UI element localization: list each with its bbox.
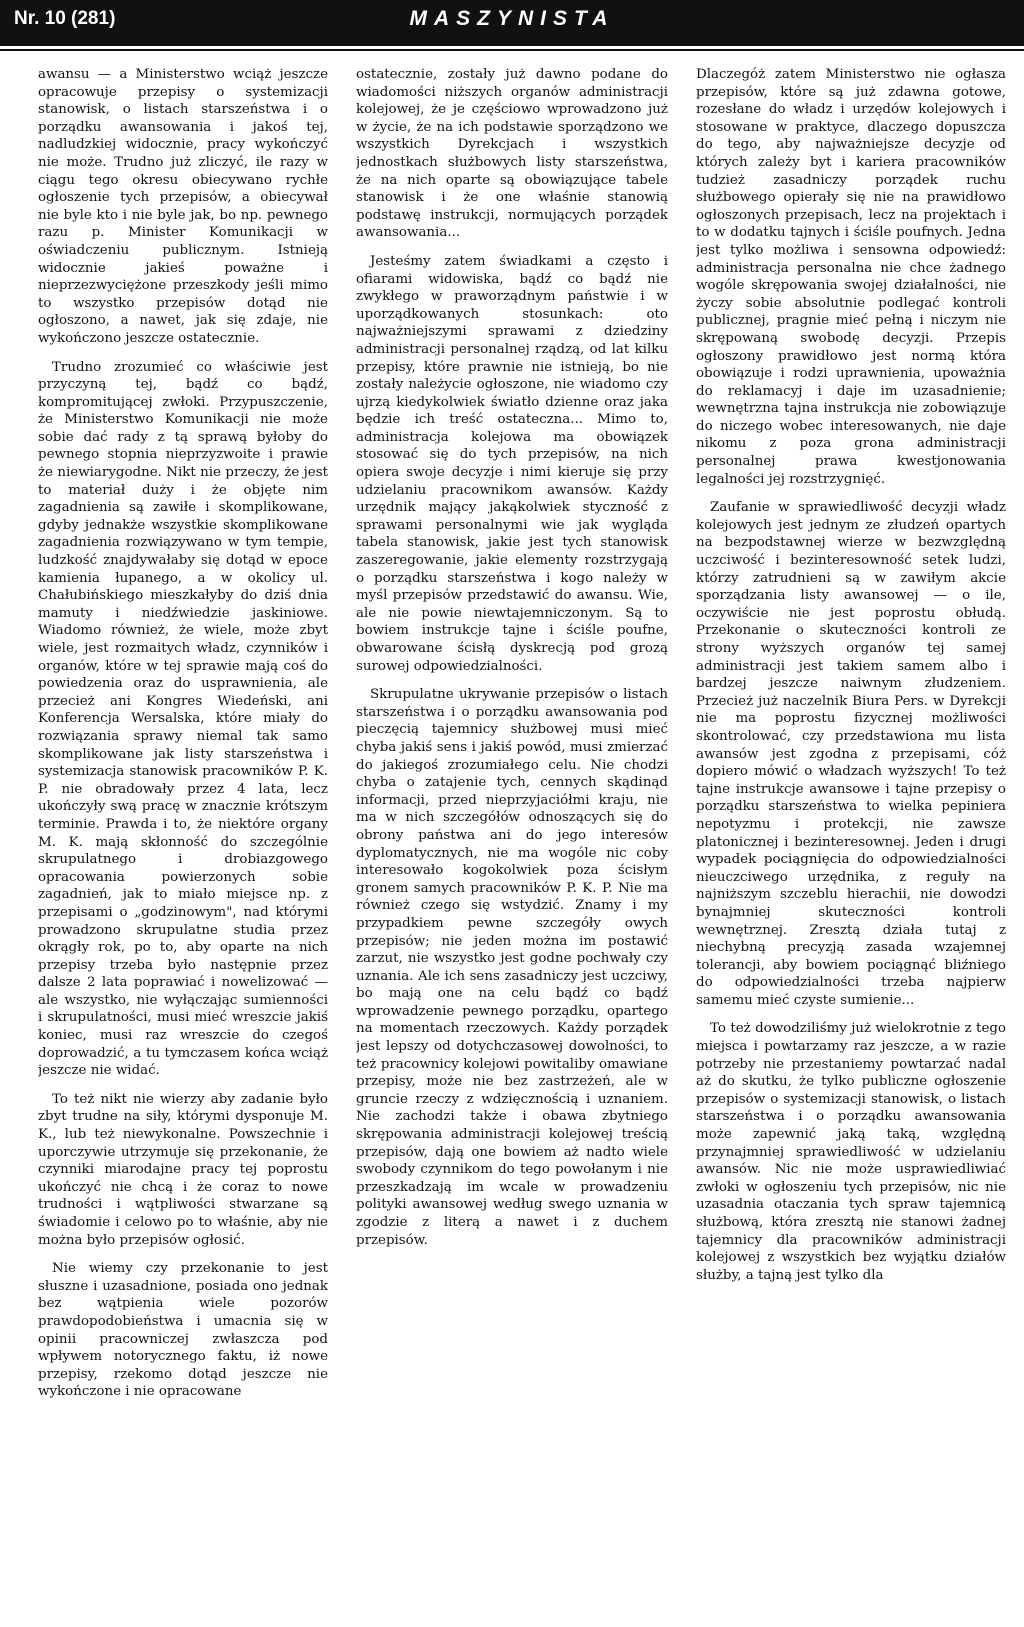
paragraph: Dlaczegóż zatem Ministerstwo nie ogłasza przepisów, które są już zdawna gotowe, rozesłane do władz i urzędów kolejowych i stosowane w praktyce, dlaczego dopuszcza do tego, aby najważniejsze decyzje od których zależy byt i kariera pracowników tudzież zasadniczy porządek ruchu służbowego opierały się nie na prawidłowo ogłoszonych przepisach, lecz na projektach i to w dodatku tajnych i ściśle poufnych. Jedna jest tylko możliwa i sensowna odpowiedź: administracja personalna nie chce żadnego wogóle skrępowania swojej działalności, nie życzy sobie absolutnie podlegać kontroli publicznej, pragnie mieć pełną i niczym nie skrępowaną swobodę decyzji. Przepis ogłoszony prawidłowo jest normą która obowiązuje i rodzi uprawnienia, upoważnia do reklamacyj i daje im uzasadnienie; wewnętrzna tajna instrukcja nie zobowiązuje do niczego wobec interesowanych, nie daje nikomu z poza grona administracji personalnej prawa kwestjonowania legalności jej rozstrzygnięć. xyxy=(696,67,1006,487)
paragraph: Trudno zrozumieć co właściwie jest przyczyną tej, bądź co bądź, kompromitującej zwłoki. Przypuszczenie, że Ministerstwo Komunikacji nie może sobie dać rady z tą sprawą byłoby do pewnego stopnia nieprzyzwoite i prawie że niewiarygodne. Nikt nie przeczy, że jest to materiał duży i że objęte nim zagadnienia są zawiłe i skomplikowane, gdyby jednakże wszystkie skomplikowane zagadnienia rozwiązywano w tym tempie, ludzkość znajdywałaby się dotąd w epoce kamienia łupanego, a w okolicy ul. Chałubińskiego mieszkałyby do dziś dnia mamuty i niedźwiedzie jaskiniowe. Wiadomo również, że wiele, może zbyt wiele, jest rozmaitych władz, czynników i organów, które w tej sprawie mają coś do powiedzenia oraz do usprawnienia, ale przecież ani Kongres Wiedeński, ani Konferencja Wersalska, które miały do rozwiązania sprawy niemal tak samo skomplikowane jak listy starszeństwa i systemizacja stanowisk pracowników P. K. P. nie obradowały przez 4 lata, lecz ukończyły swą pracę w znacznie krótszym terminie. Prawda i to, że niektóre organy M. K. mają skłonność do szczególnie skrupulatnego i drobiazgowego opracowania powierzonych sobie zagadnień, jak to miało miejsce np. z przepisami o „godzinowym", nad którymi prowadzono skrupulatne studia przez okrągły rok, po to, aby oparte na nich przepisy trzeba było następnie przez dalsze 2 lata poprawiać i nowelizować — ale wszystko, nie wyłączając sumienności i skrupulatności, musi mieć wreszcie jakiś koniec, musi raz wreszcie do czegoś doprowadzić, a tu tymczasem końca wciąż jeszcze nie widać. xyxy=(38,359,328,1079)
masthead-title: MASZYNISTA xyxy=(409,7,615,30)
paragraph: awansu — a Ministerstwo wciąż jeszcze opracowuje przepisy o systemizacji stanowisk, o listach starszeństwa i o porządku awansowania i jakoś tej, nadludzkiej widocznie, pracy wykończyć nie może. Trudno już zliczyć, ile razy w ciągu tego okresu obiecywano rychłe ogłoszenie tych przepisów, a obiecywał nie byle kto i nie byle jak, bo np. pewnego razu p. Minister Komunikacji w oświadczeniu publicznym. Istnieją widocznie jakieś poważne i nieprzezwyciężone przeszkody jeśli mimo to wszystko przepisów dotąd nie ogłoszono, a nawet, jak się zdaje, nie wykończono jeszcze ostatecznie. xyxy=(38,67,328,346)
paragraph: ostatecznie, zostały już dawno podane do wiadomości niższych organów administracji kolejowej, że je częściowo wprowadzono już w życie, że na ich podstawie sporządzono we wszystkich Dyrekcjach i wszystkich jednostkach służbowych listy starszeństwa, że na nich oparte są obowiązujące tabele stanowisk i że one właśnie stanowią podstawę instrukcji, normujących porządek awansowania... xyxy=(356,67,668,241)
paragraph: Zaufanie w sprawiedliwość decyzji władz kolejowych jest jednym ze złudzeń opartych na bezpodstawnej wierze w bezwzględną uczciwość i bezinteresowność setek ludzi, którzy zatrudnieni są w zawiłym akcie sporządzania listy awansowej — o ile, oczywiście nie jest poprostu obłudą. Przekonanie o skuteczności kontroli ze strony wyższych organów tej samej administracji jest takiem samem albo i bardzej jeszcze naiwnym złudzeniem. Przecież już naczelnik Biura Pers. w Dyrekcji nie ma poprostu fizycznej możliwości skontrolować, czy przedstawiona mu lista awansów jest zgodna z przepisami, cóż dopiero mówić o władzach wyższych! To też tajne instrukcje awansowe i tajne przepisy o porządku starszeństwa to wielka pepiniera nepotyzmu i protekcji, nie zawsze platonicznej i bezinteresownej. Jeden i drugi wypadek pociągnięcia do odpowiedzialności nieuczciwego urzędnika, z reguły na najniższym szczeblu hierachii, nie dowodzi bynajmniej skuteczności kontroli wewnętrznej. Zresztą działa tutaj z niechybną precyzją zasada wzajemnej tolerancji, aby bowiem pociągnąć bliźniego do odpowiedzialności trzeba najpierw samemu mieć czyste sumienie... xyxy=(696,500,1006,1008)
column-2 xyxy=(356,66,668,1622)
paragraph: Skrupulatne ukrywanie przepisów o listach starszeństwa i o porządku awansowania pod pieczęcią tajemnicy służbowej musi mieć chyba jakiś sens i jakiś powód, musi zmierzać do jakiegoś zrozumiałego celu. Nie chodzi chyba o zatajenie tych, cennych skądinąd informacji, przed nieprzyjaciółmi kraju, nie ma w nich szczegółów odnoszących się do obrony państwa ani do jego interesów dyplomatycznych, nie ma wogóle nic coby interesowało kogokolwiek poza ścisłym gronem samych pracowników P. K. P. Nie ma również czego się wstydzić. Znamy i my przypadkiem pewne szczegóły owych przepisów; nie jeden można im postawić zarzut, nie wszystko jest godne pochwały czy uznania. Ale ich sens zasadniczy jest uczciwy, bo mają one na celu bądź co bądź wprowadzenie pewnego porządku, opartego na momentach rzeczowych. Każdy porządek jest lepszy od dotychczasowej dowolności, to też pracownicy kolejowi powitaliby omawiane przepisy, może nie bez zastrzeżeń, ale w gruncie rzeczy z wdzięcznością i uznaniem. Nie zachodzi także i obawa zbytniego skrępowania administracji kolejowej treścią przepisów, dają one bowiem aż nadto wiele swobody czynnikom do tego powołanym i nie przeszkadzają im wcale w prowadzeniu polityki awansowej według swego uznania w zgodzie z literą a nawet i z duchem przepisów. xyxy=(356,687,668,1248)
paragraph: To też nikt nie wierzy aby zadanie było zbyt trudne na siły, którymi dysponuje M. K., lub też niewykonalne. Powszechnie i uporczywie utrzymuje się przekonanie, że czynniki miarodajne pracy tej poprostu ukończyć nie chcą i że coraz to nowe trudności i wątpliwości stwarzane są świadomie i celowo po to właśnie, aby nie można było przepisów ogłosić. xyxy=(38,1091,328,1248)
column-1 xyxy=(38,66,328,1622)
paragraph: Nie wiemy czy przekonanie to jest słuszne i uzasadnione, posiada ono jednak bez wątpienia wiele pozorów prawdopodobieństwa i umacnia się w opinii pracowniczej zwłaszcza pod wpływem notorycznego faktu, iż nowe przepisy, rzekomo dotąd jeszcze nie wykończone i nie opracowane xyxy=(38,1261,328,1400)
paragraph: To też dowodziliśmy już wielokrotnie z tego miejsca i powtarzamy raz jeszcze, a w razie potrzeby nie przestaniemy powtarzać nadal aż do skutku, że tylko publiczne ogłoszenie przepisów o systemizacji stanowisk, o listach starszeństwa i o porządku awansowania może zapewnić jaką taką, względną przynajmniej sprawiedliwość w udzielaniu awansów. Nic nie może usprawiedliwiać zwłoki w ogłoszeniu tych przepisów, nic nie uzasadnia otaczania tych spraw tajemnicą służbową, która zresztą nie stanowi żadnej tajemnicy dla pracowników administracji kolejowej z wszystkich bez wyjątku działów służby, a tajną jest tylko dla xyxy=(696,1021,1006,1283)
column-3 xyxy=(696,66,1006,1622)
page-header xyxy=(0,0,1024,40)
issue-number: Nr. 10 (281) xyxy=(14,8,116,29)
header-rule-thin xyxy=(0,49,1024,51)
paragraph: Jesteśmy zatem świadkami a często i ofiarami widowiska, bądź co bądź nie zwykłego w praworządnym państwie i w uporządkowanych stosunkach: oto najważniejszymi sprawami z dziedziny administracji personalnej rządzą, od lat kilku przepisy, które prawnie nie istnieją, bo nie zostały należycie ogłoszone, nie wiadomo czy ujrzą kiedykolwiek światło dzienne oraz jaka będzie ich treść ostateczna... Mimo to, administracja kolejowa ma obowiązek stosować się do tych przepisów, na nich opiera swoje decyzje i nimi kieruje się przy udzielaniu pracownikom awansów. Każdy urzędnik mający jakąkolwiek styczność z sprawami personalnymi wie jak wygląda tabela stanowisk, jakie jest tych stanowisk zaszeregowanie, jakie elementy rozstrzygają o porządku starszeństwa i kogo należy w myśl przepisów przedstawić do awansu. Wie, ale nie powie niewtajemniczonym. Są to bowiem instrukcje tajne i ściśle poufne, obwarowane ścisłą dyskrecją pod grozą surowej odpowiedzialności. xyxy=(356,253,668,674)
